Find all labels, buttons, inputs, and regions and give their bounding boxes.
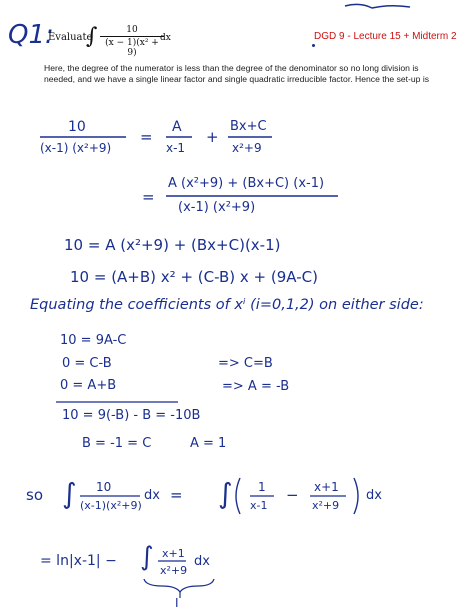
substitution-line: 10 = 9(-B) - B = -10B <box>62 408 201 423</box>
combined-denominator: (x-1) (x²+9) <box>178 200 256 215</box>
final-integral-sign-lhs: ∫ <box>62 477 77 510</box>
ln-line: = ln|x-1| − <box>40 553 117 569</box>
ln-integral-denominator: x²+9 <box>160 564 188 577</box>
combined-numerator: A (x²+9) + (Bx+C) (x-1) <box>168 176 325 191</box>
setup-lhs-denominator: (x-1) (x²+9) <box>40 141 112 155</box>
setup-lhs-numerator: 10 <box>68 119 86 135</box>
system-eq-3-result: => A = -B <box>222 379 290 394</box>
problem-numerator: 10 <box>100 25 164 37</box>
problem-dx: dx <box>160 33 171 43</box>
setup-plus: + <box>206 128 219 146</box>
brace-label-i: I <box>175 596 179 610</box>
final-term2-numerator: x+1 <box>314 480 339 494</box>
ink-dot <box>312 44 315 47</box>
system-eq-2-result: => C=B <box>218 356 273 371</box>
final-lhs-denominator: (x-1)(x²+9) <box>80 499 142 512</box>
lecture-title: DGD 9 - Lecture 15 + Midterm 2 <box>314 31 457 42</box>
final-rhs-dx: dx <box>366 488 382 503</box>
final-open-paren <box>236 478 240 514</box>
result-a: A = 1 <box>190 436 227 451</box>
ln-integral-dx: dx <box>194 554 210 569</box>
final-close-paren <box>354 478 358 514</box>
system-eq-2: 0 = C-B <box>62 356 112 371</box>
problem-fraction <box>100 25 164 58</box>
result-b-c: B = -1 = C <box>82 436 152 451</box>
intro-paragraph: Here, the degree of the numerator is less than the degree of the denominator so no long division is needed, and we have a single linear factor and single quadratic irreducible factor. Hence the set-up is <box>44 63 430 84</box>
final-equals: = <box>170 486 183 504</box>
problem-denominator: (x − 1)(x² + 9) <box>105 38 159 58</box>
setup-a-numerator: A <box>172 119 182 135</box>
setup-b-numerator: Bx+C <box>230 119 267 134</box>
system-eq-3: 0 = A+B <box>60 378 117 393</box>
final-integral-sign-rhs: ∫ <box>218 477 233 510</box>
setup-b-denominator: x²+9 <box>232 141 262 155</box>
integral-sign: ∫ <box>86 24 98 49</box>
ln-integral-sign: ∫ <box>140 542 154 572</box>
final-lhs-dx: dx <box>144 488 160 503</box>
corner-scribble <box>345 4 410 8</box>
combined-equals: = <box>142 188 155 206</box>
final-term1-denominator: x-1 <box>250 499 268 512</box>
setup-a-denominator: x-1 <box>166 141 186 155</box>
final-lhs-numerator: 10 <box>96 480 112 494</box>
final-minus: − <box>286 486 299 504</box>
setup-equals: = <box>140 128 153 146</box>
final-term1-numerator: 1 <box>258 480 266 494</box>
final-so: so <box>26 486 43 504</box>
step-line-1: 10 = A (x²+9) + (Bx+C)(x-1) <box>64 236 281 254</box>
system-eq-1: 10 = 9A-C <box>60 333 127 348</box>
step-line-2: 10 = (A+B) x² + (C-B) x + (9A-C) <box>70 268 318 286</box>
underbrace <box>144 579 214 592</box>
ln-integral-numerator: x+1 <box>162 547 185 560</box>
question-label: Q1: <box>8 20 54 50</box>
final-term2-denominator: x²+9 <box>312 499 340 512</box>
equating-heading: Equating the coefficients of xⁱ (i=0,1,2) on either side: <box>30 297 424 313</box>
evaluate-text: Evaluate <box>48 32 93 43</box>
